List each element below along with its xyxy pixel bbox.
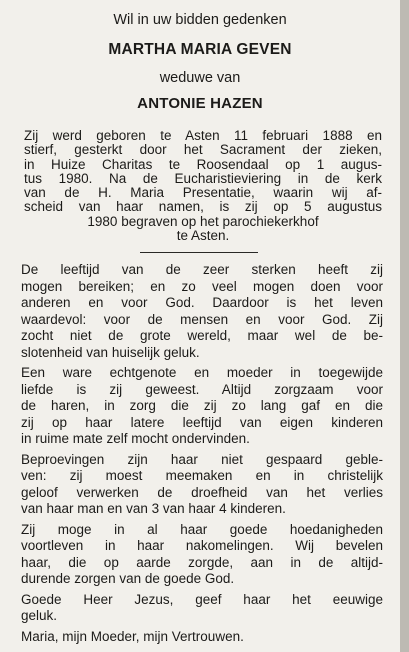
text-line: haar, die op aarde zorgde, aan in de altijd- — [21, 554, 383, 570]
bio-line: van de H. Maria Presentatie, waarin wij af- — [24, 185, 382, 201]
text-line: zij op haar latere leeftijd van eigen kinderen — [21, 414, 383, 430]
text-line: Goede Heer Jezus, geef haar het eeuwige — [21, 591, 383, 607]
text-line: geloof verwerken de droefheid van het verlies — [21, 484, 383, 500]
memorial-text — [21, 262, 383, 649]
bio-line: tus 1980. Na de Eucharistieviering in de kerk — [24, 170, 382, 186]
text-line: anderen en voor God. Daardoor is het leven — [21, 295, 383, 310]
text-line: slotenheid van huiselijk geluk. — [21, 344, 200, 360]
paragraph-closing — [21, 629, 383, 646]
text-line: mogen bereiken; en zo veel mogen doen voor — [21, 278, 383, 294]
text-line: ven: zij moest meemaken en in christelijk — [21, 468, 383, 483]
text-line: waardevol: voor de mensen en voor God. Zij — [21, 311, 383, 327]
text-line: Maria, mijn Moeder, mijn Vertrouwen. — [21, 628, 244, 644]
text-line: Zij moge in al haar goede hoedanigheden — [21, 521, 383, 537]
paragraph-wife-mother — [21, 365, 383, 448]
deceased-name: MARTHA MARIA GEVEN — [108, 41, 292, 58]
text-line: De leeftijd van de zeer sterken heeft zij — [21, 262, 383, 277]
text-line: Een ware echtgenote en moeder in toegewijde — [21, 365, 383, 380]
text-line: van haar man en van 3 van haar 4 kinderen. — [21, 501, 286, 516]
text-line: Beproevingen zijn haar niet gespaard geble- — [21, 451, 383, 467]
paragraph-life — [21, 262, 383, 361]
text-line: de haren, in zorg die zij zo lang gaf en die — [21, 398, 383, 413]
divider-line — [140, 252, 258, 253]
intro-line: Wil in uw bidden gedenken — [113, 12, 287, 28]
bio-line: 1980 begraven op het parochiekerkhof — [87, 213, 319, 229]
text-line: in ruime mate zelf mocht ondervinden. — [21, 431, 250, 446]
bio-line: stierf, gesterkt door het Sacrament der zieken, — [24, 142, 382, 158]
text-line: liefde is zij geweest. Altijd zorgzaam voor — [21, 381, 383, 397]
paragraph-trials — [21, 452, 383, 518]
text-line: geluk. — [21, 608, 58, 623]
text-line: durende zorgen van de goede God. — [21, 571, 235, 586]
biography — [24, 129, 382, 243]
husband-name: ANTONIE HAZEN — [137, 95, 263, 112]
widow-of-line: weduwe van — [159, 70, 241, 86]
paragraph-legacy — [21, 522, 383, 588]
bio-line: scheid van haar namen, is zij op 5 augustus — [24, 199, 382, 215]
text-line: zocht niet de grote wereld, maar wel de be- — [21, 328, 383, 343]
bio-line: in Huize Charitas te Roosendaal op 1 augus- — [24, 156, 382, 172]
text-line: voortleven in haar nakomelingen. Wij bevelen — [21, 538, 383, 553]
paragraph-prayer — [21, 592, 383, 625]
bio-line: Zij werd geboren te Asten 11 februari 1888 en — [24, 128, 382, 143]
bio-line: te Asten. — [176, 228, 230, 244]
